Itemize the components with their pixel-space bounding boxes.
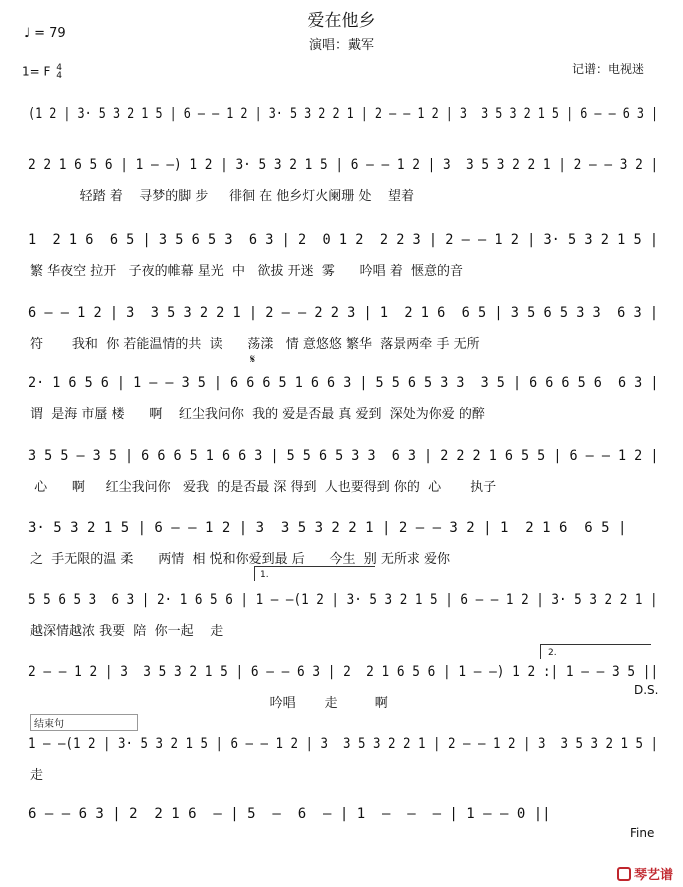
lyric-row: 之 手无限的温 柔 两情 相 悦和你爱到最 后 今生 别 无所求 爱你 xyxy=(30,552,451,567)
time-top: 4 xyxy=(56,63,62,73)
lyric-row: 谓 是海 市蜃 楼 啊 红尘我问你 我的 爱是否最 真 爱到 深处为你爱 的醉 xyxy=(30,407,485,422)
note-row: 5 5 6 5 3 6 3 | 2· 1 6 5 6 | 1 — —(1 2 | 3· 5 3 2 1 5 | 6 — — 1 2 | 3· 5 3 2 2 1 | xyxy=(28,592,658,608)
key-value: 1= F xyxy=(22,64,51,79)
note-row: 1 — —(1 2 | 3· 5 3 2 1 5 | 6 — — 1 2 | 3 3 5 3 2 2 1 | 2 — — 1 2 | 3 3 5 3 2 1 5 | xyxy=(28,736,659,752)
score-line xyxy=(0,448,683,528)
page-title: 爱在他乡 xyxy=(307,11,376,31)
score-line xyxy=(0,232,683,312)
singer-credit: 演唱：戴军 xyxy=(308,38,374,53)
note-row: 3· 5 3 2 1 5 | 6 — — 1 2 | 3 3 5 3 2 2 1 | 2 — — 3 2 | 1 2 1 6 6 5 | xyxy=(28,520,627,536)
note-row: (1 2 | 3· 5 3 2 1 5 | 6 — — 1 2 | 3· 5 3 2 2 1 | 2 — — 1 2 | 3 3 5 3 2 1 5 | 6 — — 6 3 | xyxy=(28,106,659,122)
lyric-row: 越深情越浓 我要 陪 你一起 走 xyxy=(30,624,224,639)
time-signature xyxy=(56,64,62,80)
tempo-marking xyxy=(24,26,66,41)
score-line xyxy=(0,664,683,744)
score-line xyxy=(0,375,683,455)
note-row: 2 2 1 6 5 6 | 1 — —) 1 2 | 3· 5 3 2 1 5 | 6 — — 1 2 | 3 3 5 3 2 2 1 | 2 — — 3 2 | xyxy=(28,157,659,173)
note-row: 1 2 1 6 6 5 | 3 5 6 5 3 6 3 | 2 0 1 2 2 2 3 | 2 — — 1 2 | 3· 5 3 2 1 5 | xyxy=(28,232,659,248)
lyric-row: 符 我和 你 若能温情的共 读 荡漾 情 意悠悠 繁华 落景两牵 手 无所 xyxy=(30,337,480,352)
score-line xyxy=(0,592,683,672)
key-signature xyxy=(22,64,62,80)
note-row: 6 — — 6 3 | 2 2 1 6 — | 5 — 6 — | 1 — — — | 1 — — 0 || xyxy=(28,806,551,822)
segno-icon: 𝄋 xyxy=(250,352,256,366)
logo-text: 琴艺谱 xyxy=(633,868,673,883)
score-line xyxy=(0,806,683,886)
ending-1-mark: 1. xyxy=(260,570,269,580)
coda-label: 结束句 xyxy=(30,714,138,731)
ds-marking: D.S. xyxy=(634,683,659,697)
quarter-note-icon: ♩ xyxy=(24,26,31,41)
ending-2-bracket xyxy=(540,644,651,659)
ending-2-mark: 2. xyxy=(548,648,557,658)
note-row: 3 5 5 — 3 5 | 6 6 6 5 1 6 6 3 | 5 5 6 5 3 3 6 3 | 2 2 2 1 6 5 5 | 6 — — 1 2 | xyxy=(28,448,659,464)
logo-icon xyxy=(617,867,631,881)
tempo-value: = 79 xyxy=(34,26,66,41)
lyric-row: 心 啊 红尘我问你 爱我 的是否最 深 得到 人也要得到 你的 心 执子 xyxy=(30,480,497,495)
score-line xyxy=(0,305,683,385)
score-line xyxy=(0,736,683,816)
lyric-row: 轻踏 着 寻梦的脚 步 徘徊 在 他乡灯火阑珊 处 望着 xyxy=(30,189,414,204)
fine-marking: Fine xyxy=(630,826,655,840)
note-row: 2· 1 6 5 6 | 1 — — 3 5 | 6 6 6 5 1 6 6 3 | 5 5 6 5 3 3 3 5 | 6 6 6 5 6 6 3 | xyxy=(28,375,659,391)
lyric-row: 繁 华夜空 拉开 子夜的帷幕 星光 中 欲拔 开迷 雾 吟唱 着 惬意的音 xyxy=(30,264,464,279)
note-row: 6 — — 1 2 | 3 3 5 3 2 2 1 | 2 — — 2 2 3 | 1 2 1 6 6 5 | 3 5 6 5 3 3 6 3 | xyxy=(28,305,659,321)
lyric-row: 吟唱 走 啊 xyxy=(30,696,388,711)
score-line xyxy=(0,157,683,237)
note-row: 2 — — 1 2 | 3 3 5 3 2 1 5 | 6 — — 6 3 | 2 2 1 6 5 6 | 1 — —) 1 2 :| 1 — — 3 5 || xyxy=(28,664,659,680)
publisher-logo xyxy=(617,864,673,883)
time-bottom: 4 xyxy=(56,71,62,81)
transcriber-credit: 记谱：电视迷 xyxy=(572,62,645,76)
score-line xyxy=(0,520,683,600)
lyric-row: 走 xyxy=(30,768,44,783)
ending-1-bracket xyxy=(254,566,375,581)
